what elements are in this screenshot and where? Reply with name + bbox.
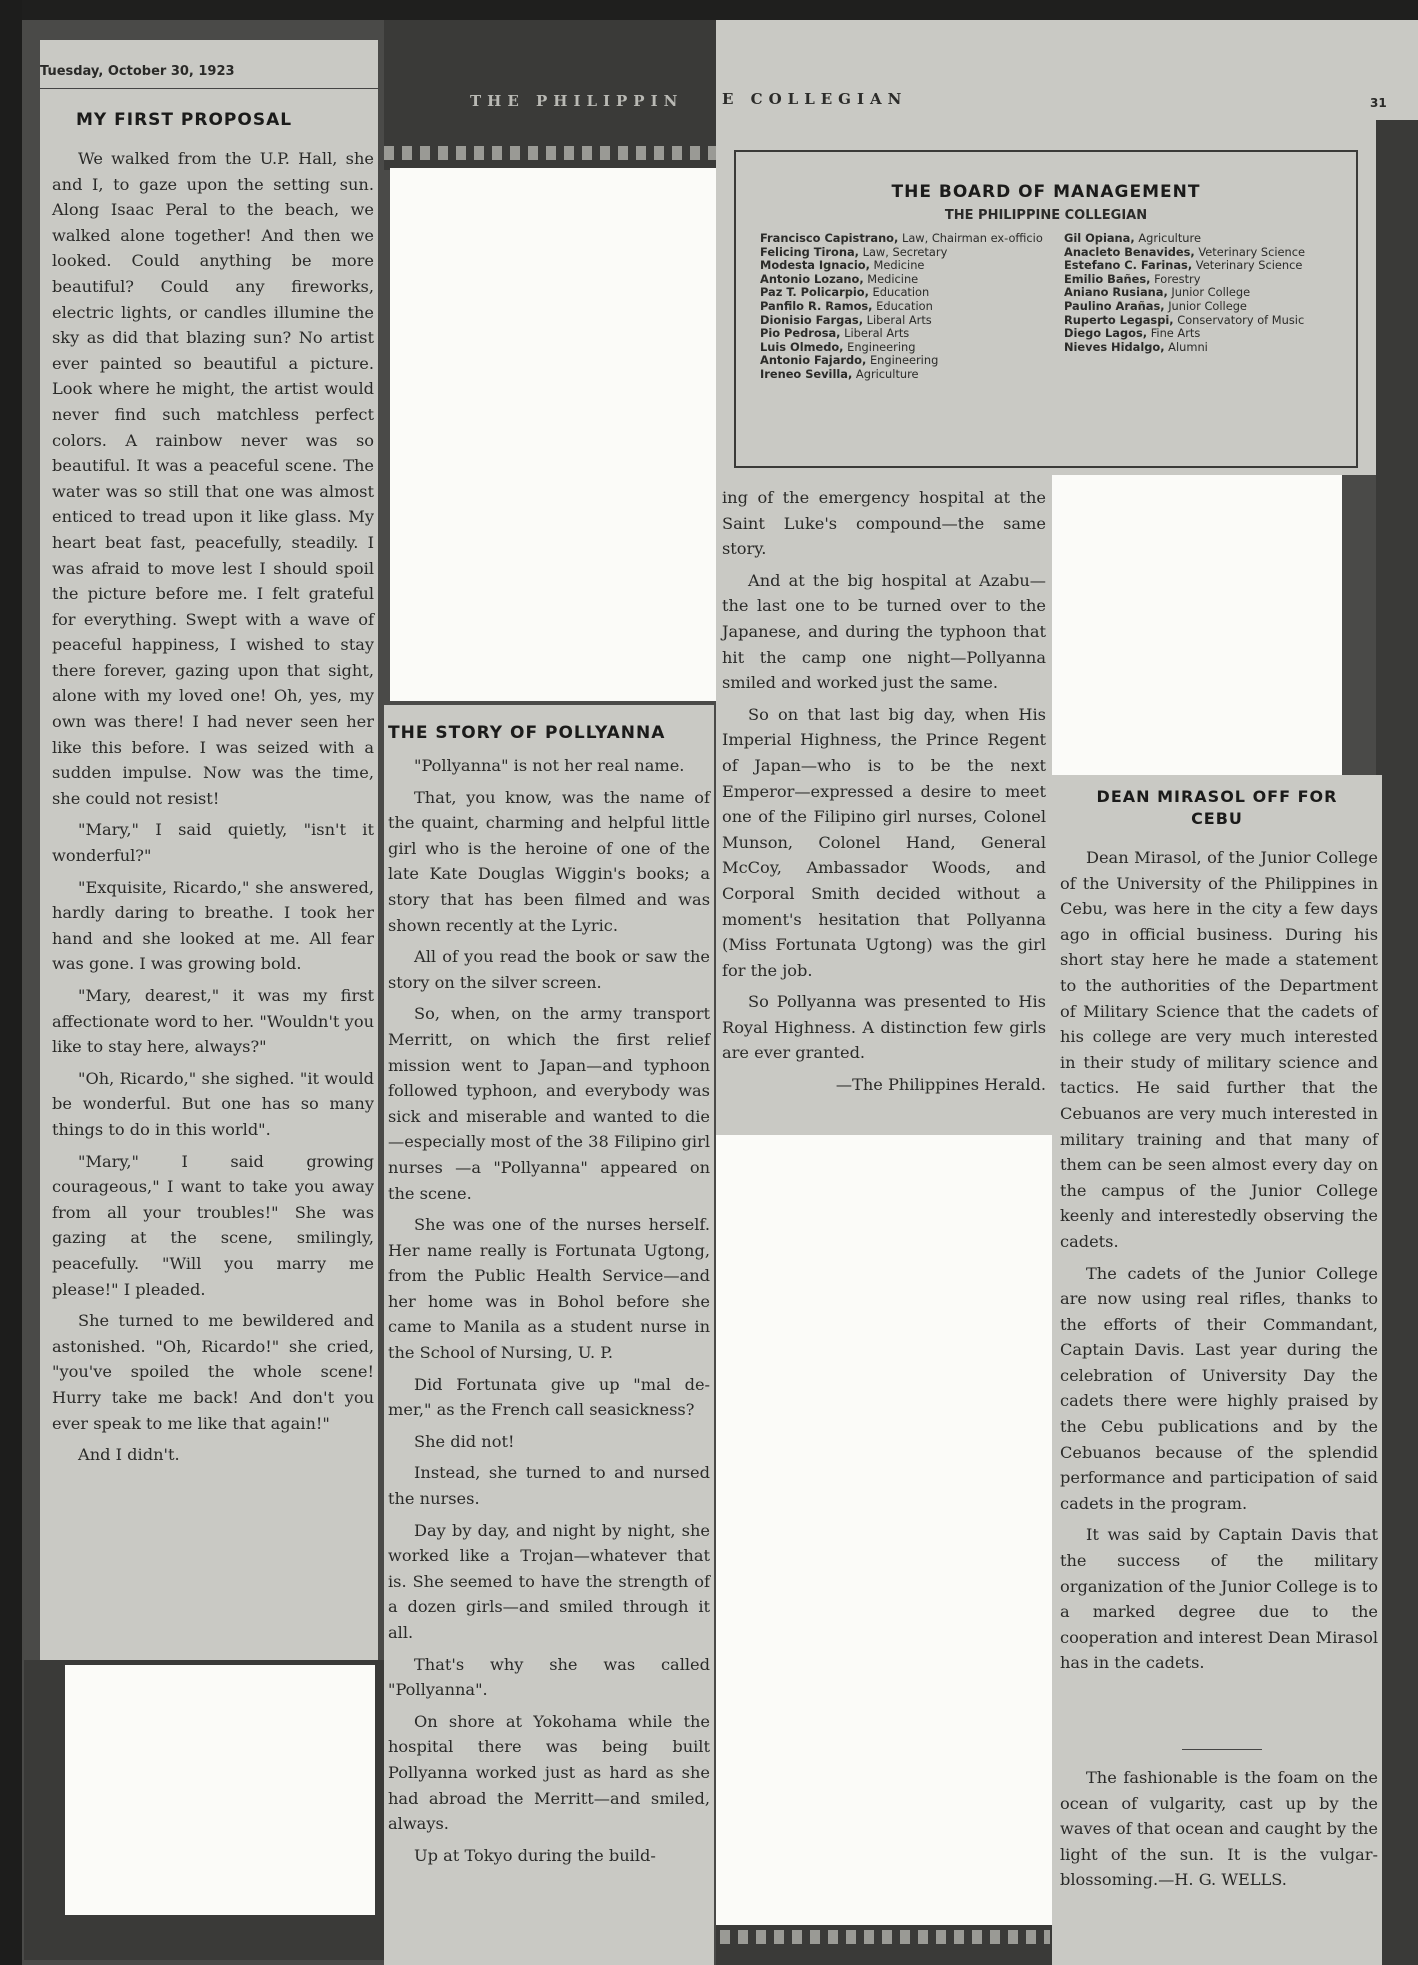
- bottom-ornament: [720, 1930, 1050, 1944]
- pollyanna-paragraph: On shore at Yokohama while the hospital there was being built Pollyanna worked just as hard as she had abroad the Merritt—and smiled, always.: [388, 1711, 710, 1834]
- board-member: [760, 314, 1050, 328]
- blank-space-center-bottom: [716, 1135, 1052, 1925]
- member-role: Veterinary Science: [1198, 244, 1306, 259]
- pollyanna-paragraph: That's why she was called "Pollyanna".: [388, 1654, 710, 1700]
- pollyanna-paragraph: So on that last big day, when His Imperial Highness, the Prince Regent of Japan—who is to be the next Emperor—expressed a desire to meet one of the Filipino girl nurses, Colonel Munson, Colonel Hand, General McCoy, Ambassador Woods, and Corporal Smith decided without a moment's hesitation that Pollyanna (Miss Fortunata Ugtong) was the girl for the job.: [722, 704, 1046, 980]
- member-role: Medicine: [873, 258, 925, 273]
- quote-text: The fashionable is the foam on the ocean of vulgarity, cast up by the waves of that ocean and caught by the light of the sun. It is the vulgar-blossoming.—H. G. WELLS.: [1060, 1768, 1378, 1890]
- proposal-paragraph: She turned to me bewildered and astonished. "Oh, Ricardo!" she cried, "you've spoiled the whole scene! Hurry take me back! And don't you ever speak to me like that again!": [52, 1311, 374, 1433]
- member-role: Alumni: [1168, 339, 1208, 354]
- member-name: Paulino Arañas,: [1064, 298, 1165, 313]
- member-name: Paz T. Policarpio,: [760, 285, 869, 300]
- blank-space-top-right: [1052, 475, 1342, 775]
- proposal-paragraph: "Exquisite, Ricardo," she answered, hardly daring to breathe. I took her hand and she looked at me. All fear was gone. I was growing bold.: [52, 877, 374, 974]
- member-role: Junior College: [1168, 298, 1247, 313]
- pollyanna-paragraph: She did not!: [414, 1431, 515, 1451]
- mirasol-body: [1060, 845, 1378, 1682]
- blank-space-top-middle: [390, 168, 720, 701]
- issue-date: Tuesday, October 30, 1923: [40, 64, 235, 79]
- board-member: [760, 327, 1050, 341]
- board-member: [760, 354, 1050, 368]
- board-member: [1064, 232, 1354, 246]
- proposal-clipping: [40, 40, 378, 1665]
- pollyanna-paragraph: Did Fortunata give up "mal de-mer," as the French call seasickness?: [388, 1374, 710, 1420]
- member-name: Nieves Hidalgo,: [1064, 339, 1165, 354]
- board-member: [760, 341, 1050, 355]
- proposal-paragraph: "Oh, Ricardo," she sighed. "it would be wonderful. But one has so many things to do in this world".: [52, 1068, 374, 1139]
- member-name: Francisco Capistrano,: [760, 231, 899, 245]
- proposal-paragraph: "Mary," I said growing courageous," I want to take you away from all your troubles!" She was gazing at the scene, smilingly, peacefully. "Will you marry me please!" I pleaded.: [52, 1151, 374, 1299]
- board-title: THE BOARD OF MANAGEMENT: [891, 182, 1201, 202]
- member-name: Luis Olmedo,: [760, 339, 844, 354]
- board-member: [760, 259, 1050, 273]
- mirasol-title-line2: CEBU: [1191, 809, 1243, 828]
- member-role: Education: [876, 298, 933, 313]
- board-member: [760, 246, 1050, 260]
- member-role: Medicine: [867, 271, 919, 286]
- proposal-paragraph: "Mary, dearest," it was my first affectionate word to her. "Wouldn't you like to stay here, always?": [52, 986, 374, 1057]
- member-name: Modesta Ignacio,: [760, 258, 870, 273]
- masthead-left: THE PHILIPPIN: [470, 92, 684, 110]
- pollyanna-paragraph: ing of the emergency hospital at the Saint Luke's compound—the same story.: [722, 488, 1046, 559]
- member-name: Ruperto Legaspi,: [1064, 312, 1174, 327]
- pollyanna-body-col2: [722, 485, 1046, 1104]
- member-role: Liberal Arts: [844, 326, 910, 341]
- member-name: Emilio Bañes,: [1064, 271, 1151, 286]
- member-name: Dionisio Fargas,: [760, 312, 864, 327]
- pollyanna-body-col1: [388, 753, 710, 1874]
- board-member: [760, 368, 1050, 382]
- pollyanna-clipping-1: [384, 705, 714, 1965]
- member-name: Anacleto Benavides,: [1064, 244, 1195, 259]
- member-name: Ireneo Sevilla,: [760, 366, 853, 381]
- pollyanna-paragraph: "Pollyanna" is not her real name.: [414, 756, 685, 775]
- member-name: Diego Lagos,: [1064, 326, 1148, 341]
- pollyanna-paragraph: So Pollyanna was presented to His Royal Highness. A distinction few girls are ever granted.: [722, 992, 1046, 1063]
- mirasol-clipping: [1052, 775, 1382, 1965]
- member-role: Law, Chairman ex-officio: [901, 231, 1043, 245]
- masthead-ornament: [384, 146, 724, 160]
- member-role: Fine Arts: [1150, 326, 1201, 341]
- board-member: [760, 300, 1050, 314]
- pollyanna-clipping-2: [716, 475, 1052, 1135]
- section-rule: [1182, 1749, 1262, 1750]
- proposal-paragraph: We walked from the U.P. Hall, she and I, to gaze upon the setting sun. Along Isaac Peral to the beach, we walked alone together! And then we looked. Could anything be more beautiful? Could any fireworks, electric lights, or candles illumine the sky as did that blazing sun? No artist ever painted so beautiful a picture. Look where he might, the artist would never find such matchless perfect colors. A rainbow never was so beautiful. It was a peaceful scene. The water was so still that one was almost enticed to tread upon it like glass. My heart beat fast, peacefully, steadily. I was afraid to move lest I should spoil the picture before me. I felt grateful for everything. Swept with a wave of peaceful happiness, I wished to stay there forever, gazing upon that sight, alone with my loved one! Oh, yes, my own was there! I had never seen her like this before. I was seized with a sudden impulse. Now was the time, she could not resist!: [52, 149, 374, 808]
- member-name: Panfilo R. Ramos,: [760, 298, 873, 313]
- board-member: [1064, 246, 1354, 260]
- member-name: Pio Pedrosa,: [760, 326, 841, 341]
- proposal-paragraph: And I didn't.: [78, 1445, 180, 1465]
- proposal-title: MY FIRST PROPOSAL: [76, 110, 293, 130]
- member-name: Felicing Tirona,: [760, 244, 859, 259]
- mirasol-paragraph: It was said by Captain Davis that the success of the military organization of the Junior College is to a marked degree due to the cooperation and interest Dean Mirasol has in the cadets.: [1060, 1525, 1378, 1673]
- member-name: Aniano Rusiana,: [1064, 285, 1168, 300]
- board-member: [1064, 300, 1354, 314]
- board-member: [1064, 286, 1354, 300]
- pollyanna-title: THE STORY OF POLLYANNA: [388, 723, 666, 743]
- member-role: Agriculture: [855, 366, 919, 381]
- pollyanna-paragraph: So, when, on the army transport Merritt, on which the first relief mission went to Japan—and typhoon followed typhoon, and everybody was sick and miserable and wanted to die—especially most of the 38 Filipino girl nurses —a "Pollyanna" appeared on the scene.: [388, 1004, 710, 1203]
- mirasol-title-line1: DEAN MIRASOL OFF FOR: [1096, 787, 1338, 806]
- member-role: Junior College: [1171, 285, 1251, 300]
- pollyanna-source: —The Philippines Herald.: [835, 1075, 1046, 1095]
- board-member: [1064, 341, 1354, 355]
- board-subtitle: THE PHILIPPINE COLLEGIAN: [944, 208, 1148, 223]
- proposal-paragraph: "Mary," I said quietly, "isn't it wonderful?": [52, 820, 374, 866]
- member-name: Estefano C. Farinas,: [1064, 258, 1193, 273]
- blank-space-bottom-left: [65, 1665, 375, 1915]
- board-clipping: [716, 120, 1376, 475]
- member-role: Engineering: [869, 353, 939, 368]
- proposal-body: [52, 146, 374, 1474]
- board-member: [1064, 314, 1354, 328]
- pollyanna-paragraph: And at the big hospital at Azabu—the last one to be turned over to the Japanese, and during the typhoon that hit the camp one night—Pollyanna smiled and worked just the same.: [722, 570, 1046, 693]
- page-number: 31: [1370, 96, 1387, 110]
- member-role: Forestry: [1154, 271, 1201, 286]
- scan-border-top: [0, 0, 1418, 20]
- member-name: Gil Opiana,: [1064, 231, 1135, 245]
- pollyanna-paragraph: Instead, she turned to and nursed the nurses.: [388, 1463, 710, 1509]
- scan-border-left: [0, 0, 22, 1965]
- pollyanna-paragraph: All of you read the book or saw the story on the silver screen.: [388, 947, 710, 992]
- board-member: [1064, 273, 1354, 287]
- header-rule: [40, 88, 378, 89]
- mirasol-paragraph: The cadets of the Junior College are now using real rifles, thanks to the efforts of their Commandant, Captain Davis. Last year during the celebration of University Day the cadets there were highly praised by the Cebu publications and by the Cebuanos because of the splendid performance and participation of said cadets in the program.: [1060, 1263, 1378, 1513]
- pollyanna-paragraph: She was one of the nurses herself. Her name really is Fortunata Ugtong, from the Public Health Service—and her home was in Bohol before she came to Manila as a student nurse in the School of Nursing, U. P.: [388, 1215, 710, 1363]
- board-member: [1064, 327, 1354, 341]
- mirasol-paragraph: Dean Mirasol, of the Junior College of the University of the Philippines in Cebu, was here in the city a few days ago in official business. During his short stay here he made a statement to the authorities of the Department of Military Science that the cadets of his college are very much interested in their study of military science and tactics. He said further that the Cebuanos are very much interested in military training and that many of them can be seen almost every day on the campus of the Junior College keenly and interestedly observing the cadets.: [1060, 848, 1378, 1251]
- wells-quote: [1060, 1765, 1378, 1899]
- board-member: [760, 286, 1050, 300]
- member-name: Antonio Lozano,: [760, 271, 864, 286]
- member-role: Law, Secretary: [862, 244, 948, 259]
- member-role: Conservatory of Music: [1177, 312, 1305, 327]
- board-member: [760, 273, 1050, 287]
- pollyanna-paragraph: Day by day, and night by night, she worked like a Trojan—whatever that is. She seemed to have the strength of a dozen girls—and smiled through it all.: [388, 1520, 710, 1642]
- board-member: [1064, 259, 1354, 273]
- member-role: Veterinary Science: [1195, 258, 1303, 273]
- member-role: Education: [872, 285, 930, 300]
- board-member: [760, 232, 1050, 246]
- masthead-right: E COLLEGIAN: [722, 90, 908, 108]
- member-name: Antonio Fajardo,: [760, 353, 867, 368]
- pollyanna-paragraph: Up at Tokyo during the build-: [414, 1845, 656, 1865]
- member-role: Liberal Arts: [866, 312, 932, 327]
- member-role: Engineering: [847, 339, 916, 354]
- board-list-left: [760, 232, 1050, 382]
- member-role: Agriculture: [1138, 231, 1201, 245]
- pollyanna-paragraph: That, you know, was the name of the quaint, charming and helpful little girl who is the heroine of one of the late Kate Douglas Wiggin's books; a story that has been filmed and was shown recently at the Lyric.: [388, 787, 710, 935]
- dark-edge-right: [1376, 120, 1418, 1965]
- board-list-right: [1064, 232, 1354, 354]
